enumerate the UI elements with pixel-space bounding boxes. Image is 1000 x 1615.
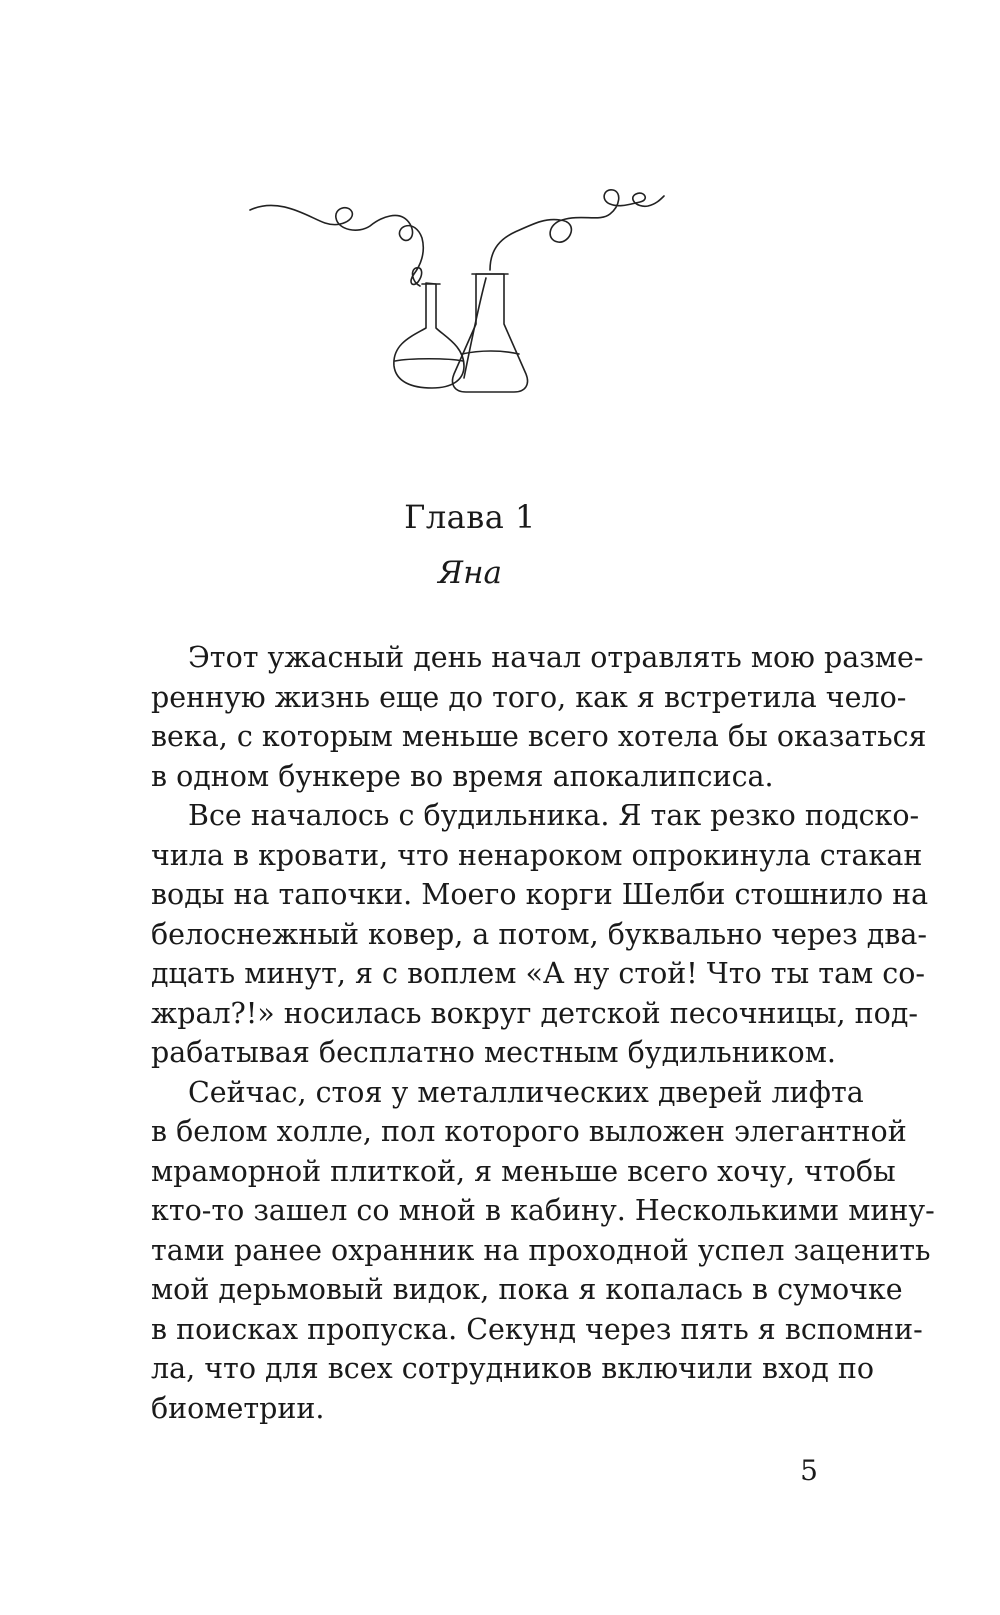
text-line: белоснежный ковер, а потом, буквально через два- <box>151 917 927 951</box>
text-line: Все началось с будильника. Я так резко подско- <box>188 799 920 832</box>
chapter-body <box>151 638 935 1428</box>
text-line: дцать минут, я с воплем «А ну стой! Что ты там со- <box>151 957 926 990</box>
text-line: жрал?!» носилась вокруг детской песочницы, под- <box>151 996 918 1030</box>
chapter-subtitle: Яна <box>438 555 502 591</box>
text-line: кто-то зашел со мной в кабину. Несколькими мину- <box>151 1194 935 1227</box>
text-line: Сейчас, стоя у металлических дверей лифта <box>188 1075 864 1109</box>
text-line: ренную жизнь еще до того, как я встретила чело- <box>151 680 907 714</box>
text-line: мой дерьмовый видок, пока я копалась в сумочке <box>151 1273 903 1306</box>
text-line: века, с которым меньше всего хотела бы оказаться <box>151 720 927 753</box>
paragraph <box>151 638 927 796</box>
text-line: в белом холле, пол которого выложен элегантной <box>151 1115 907 1148</box>
paragraph <box>151 1073 935 1429</box>
text-line: Этот ужасный день начал отравлять мою разме- <box>188 641 924 674</box>
text-line: биометрии. <box>151 1391 325 1425</box>
text-line: ла, что для всех сотрудников включили вход по <box>151 1352 875 1385</box>
text-line: воды на тапочки. Моего корги Шелби стошнило на <box>151 878 929 911</box>
text-line: в поисках пропуска. Секунд через пять я вспомни- <box>151 1312 923 1346</box>
text-line: в одном бункере во время апокалипсиса. <box>151 759 774 793</box>
page-number: 5 <box>800 1454 818 1487</box>
text-line: чила в кровати, что ненароком опрокинула стакан <box>151 838 923 872</box>
text-line: тами ранее охранник на проходной успел заценить <box>151 1233 931 1267</box>
text-line: рабатывая бесплатно местным будильником. <box>151 1036 836 1069</box>
paragraph <box>151 796 929 1073</box>
text-line: мраморной плиткой, я меньше всего хочу, чтобы <box>151 1154 896 1188</box>
chapter-title: Глава 1 <box>404 498 536 536</box>
chemistry-flasks-icon <box>240 178 680 418</box>
